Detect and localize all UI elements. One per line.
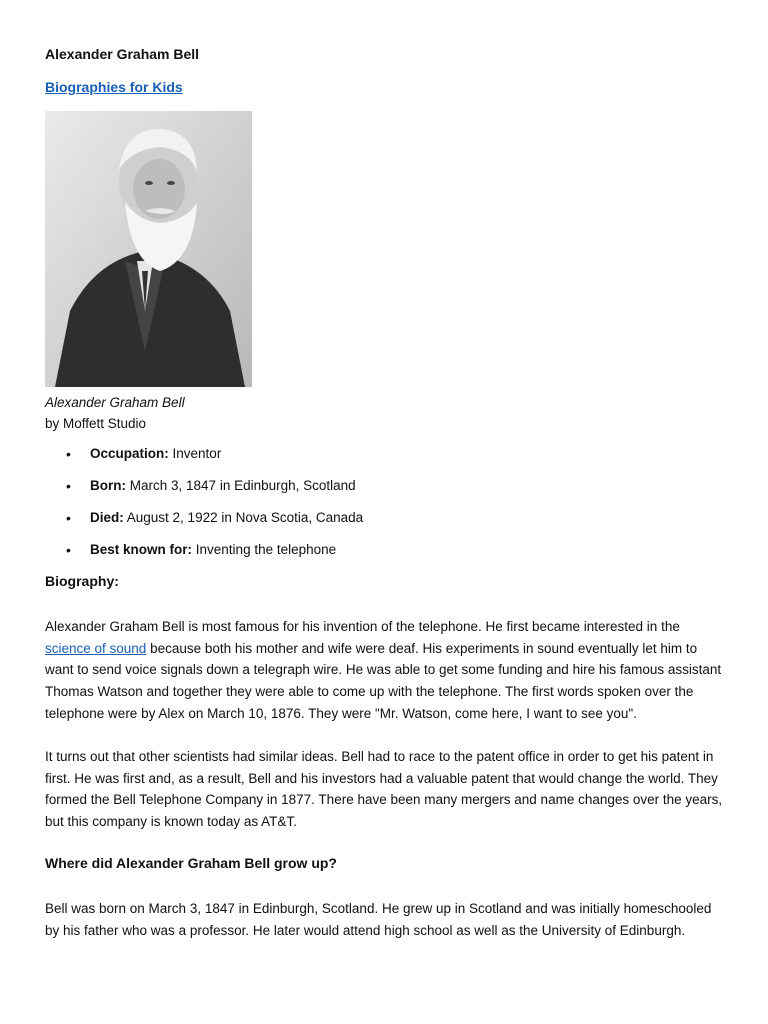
paragraph-text: Alexander Graham Bell is most famous for his invention of the telephone. He first became interested in the: [45, 619, 680, 634]
biographies-for-kids-link[interactable]: Biographies for Kids: [45, 79, 183, 95]
biography-paragraph-2: It turns out that other scientists had similar ideas. Bell had to race to the patent office in order to get his patent in first. He was first and, as a result, Bell and his investors had a valuable patent that would change the world. They formed the Bell Telephone Company in 1877. There have been many mergers and name changes over the years, but this company is known today as AT&T.: [45, 749, 723, 830]
grow-up-paragraph-1: Bell was born on March 3, 1847 in Edinburgh, Scotland. He grew up in Scotland and was initially homeschooled by his father who was a professor. He later would attend high school as well as the University of Edinburgh.: [45, 901, 712, 938]
portrait-caption: [45, 392, 185, 434]
biography-paragraph-1: [45, 616, 725, 725]
grow-up-heading: Where did Alexander Graham Bell grow up?: [45, 855, 337, 871]
fact-label: Occupation:: [90, 446, 169, 461]
fact-value: March 3, 1847 in Edinburgh, Scotland: [129, 478, 356, 493]
science-of-sound-link[interactable]: science of sound: [45, 640, 147, 656]
fact-died: [45, 508, 363, 540]
fact-value: August 2, 1922 in Nova Scotia, Canada: [126, 510, 364, 525]
caption-name: Alexander Graham Bell: [45, 395, 185, 410]
fact-value: Inventor: [172, 446, 222, 461]
fact-label: Best known for:: [90, 542, 193, 557]
fact-born: [45, 476, 363, 508]
paragraph-text: because both his mother and wife were deaf. His experiments in sound eventually let him to want to send voice signals down a telegraph wire. He was able to get some funding and hire his famous assistant Thomas Watson and together they were able to come up with the telephone. The first words spoken over the telephone were by Alex on March 10, 1876. They were "Mr. Watson, come here, I want to see you".: [45, 640, 722, 721]
caption-credit: by Moffett Studio: [45, 416, 147, 431]
fact-label: Born:: [90, 478, 126, 493]
fact-value: Inventing the telephone: [195, 542, 337, 557]
quick-facts-list: [45, 444, 363, 572]
page-title: Alexander Graham Bell: [45, 46, 200, 62]
portrait-photo: [45, 111, 252, 387]
fact-occupation: [45, 444, 363, 476]
fact-best-known-for: [45, 540, 363, 572]
fact-label: Died:: [90, 510, 124, 525]
biography-heading: Biography:: [45, 573, 119, 589]
